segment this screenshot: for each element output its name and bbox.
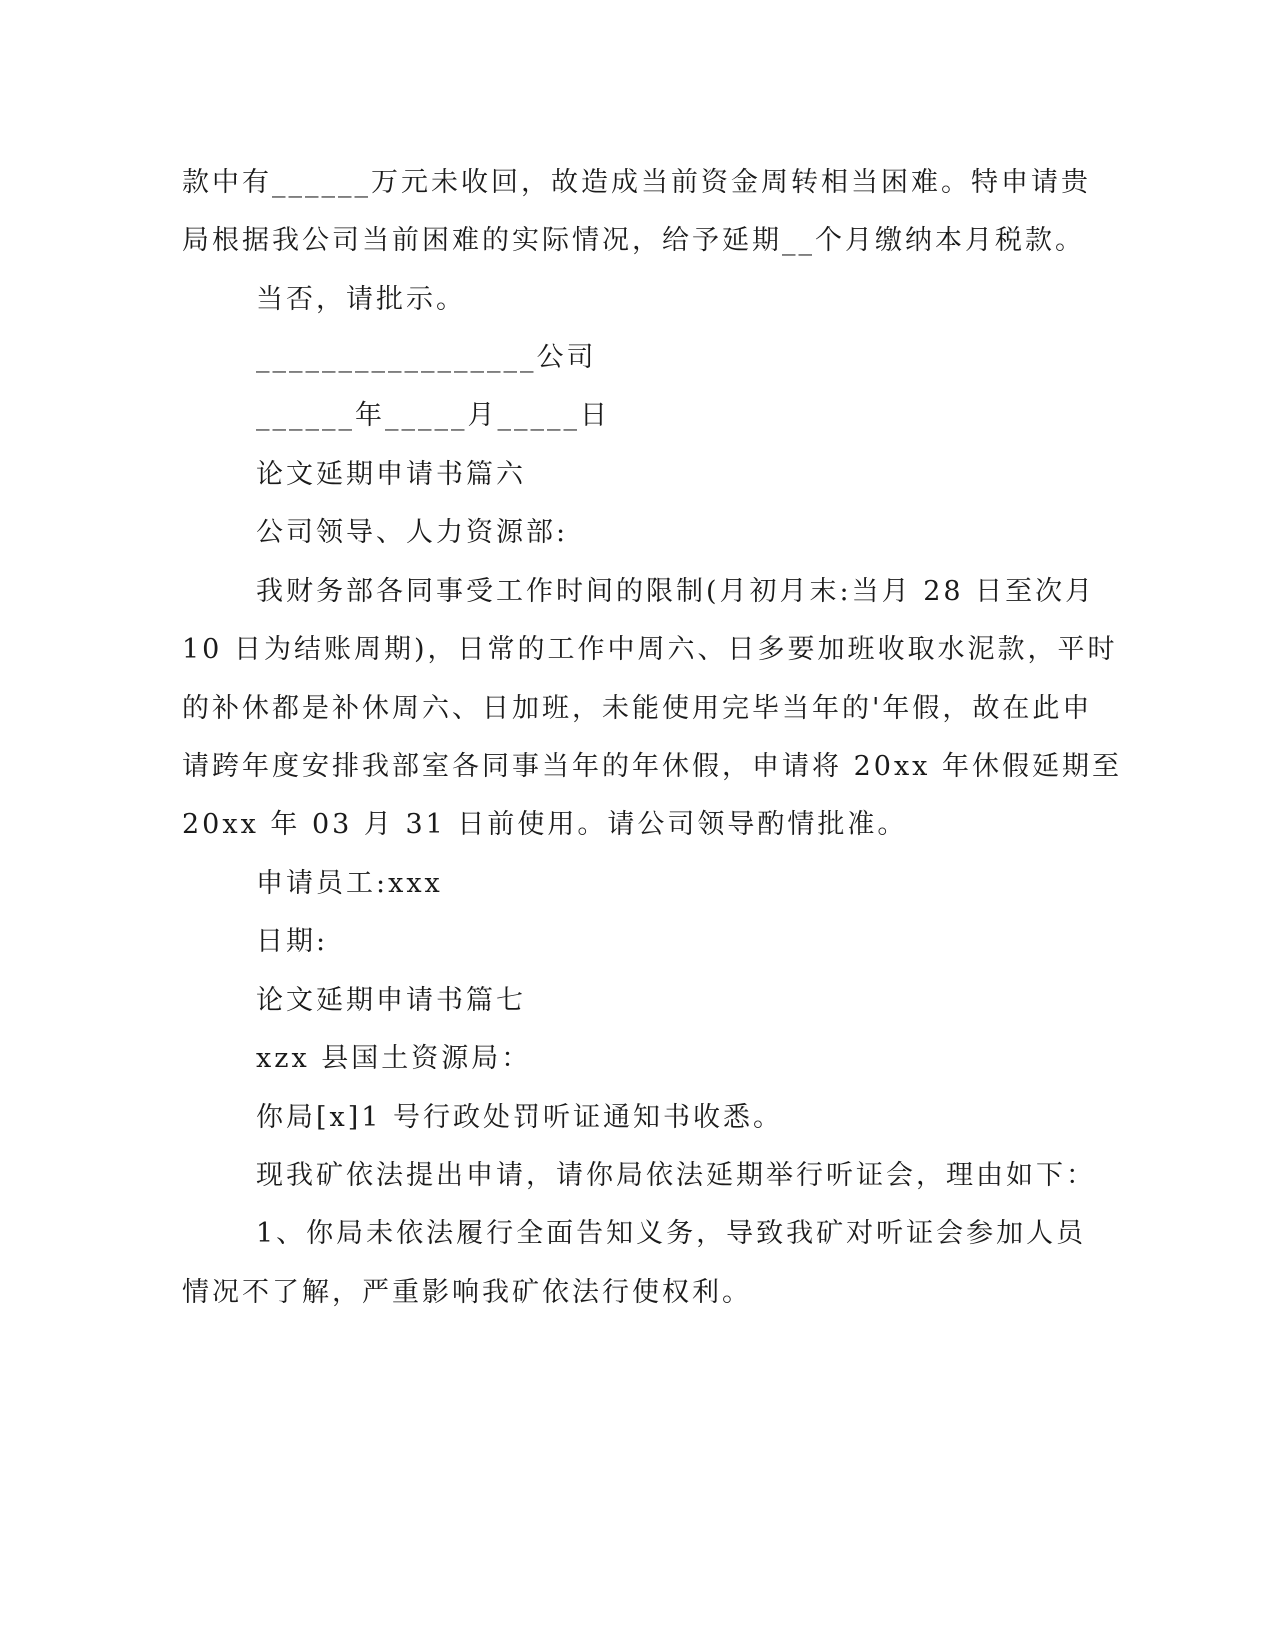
closing-request: 当否，请批示。	[256, 284, 466, 315]
body-text-line: 局根据我公司当前困难的实际情况，给予延期__个月缴纳本月税款。	[182, 225, 1085, 256]
body-text-line: 请跨年度安排我部室各同事当年的年休假，申请将 20xx 年休假延期至	[182, 751, 1122, 782]
section-heading-six: 论文延期申请书篇六	[256, 459, 526, 490]
salutation: xzx 县国土资源局：	[256, 1043, 532, 1074]
body-text-line: 款中有______万元未收回，故造成当前资金周转相当困难。特申请贵	[182, 167, 1091, 198]
body-text-line: 1、你局未依法履行全面告知义务，导致我矿对听证会参加人员	[256, 1218, 1087, 1249]
date-blank-line: ______年_____月_____日	[256, 400, 610, 431]
body-text-line: 你局[x]1 号行政处罚听证通知书收悉。	[256, 1102, 784, 1133]
body-text-line: 现我矿依法提出申请，请你局依法延期举行听证会，理由如下：	[256, 1160, 1096, 1191]
applicant-line: 申请员工:xxx	[256, 868, 443, 899]
body-text-line: 的补休都是补休周六、日加班，未能使用完毕当年的'年假，故在此申	[182, 693, 1093, 724]
body-text-line: 20xx 年 03 月 31 日前使用。请公司领导酌情批准。	[182, 809, 908, 840]
body-text-line: 10 日为结账周期)，日常的工作中周六、日多要加班收取水泥款，平时	[182, 634, 1118, 665]
section-heading-seven: 论文延期申请书篇七	[256, 985, 526, 1016]
salutation: 公司领导、人力资源部:	[256, 517, 569, 548]
date-line: 日期:	[256, 926, 329, 957]
company-signature-line: _________________公司	[256, 342, 597, 373]
body-text-line: 情况不了解，严重影响我矿依法行使权利。	[182, 1277, 752, 1308]
body-text-line: 我财务部各同事受工作时间的限制(月初月末:当月 28 日至次月	[256, 576, 1096, 607]
